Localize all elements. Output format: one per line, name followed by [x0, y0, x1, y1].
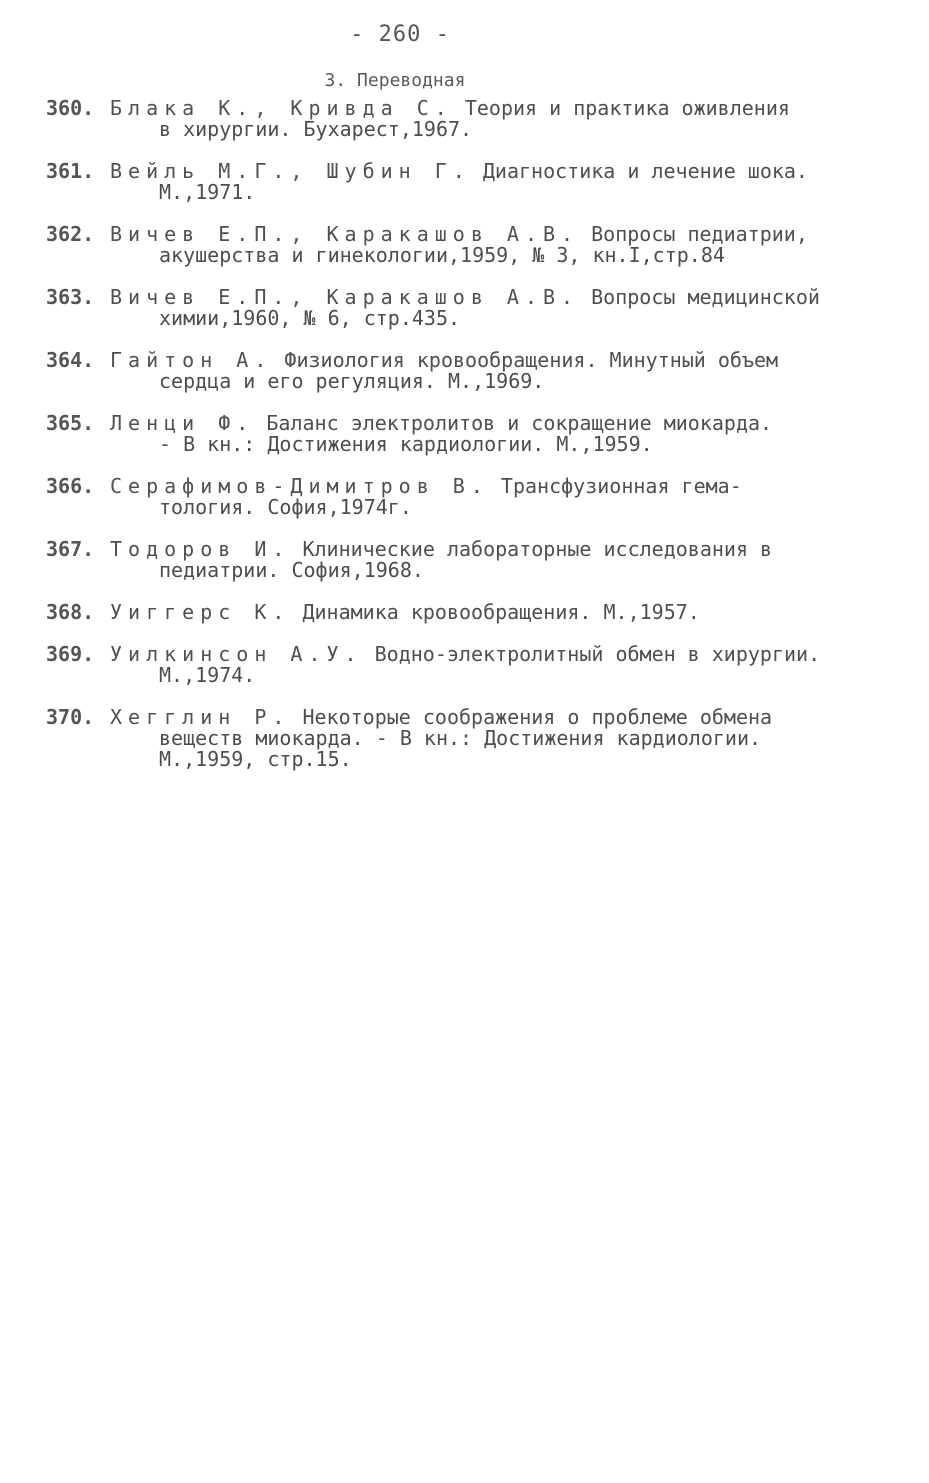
- bibliography-entry: [46, 539, 896, 581]
- entry-continuation: веществ миокарда. - В кн.: Достижения кардиологии.: [159, 726, 762, 750]
- entry-number: 366.: [46, 474, 95, 498]
- bibliography-entry: [46, 224, 896, 266]
- entry-number: 369.: [46, 642, 95, 666]
- entry-title: Вопросы педиатрии,: [579, 222, 808, 246]
- entry-author: Вичев Е.П., Каракашов А.В.: [110, 222, 580, 246]
- entry-title: Баланс электролитов и сокращение миокарда.: [254, 411, 773, 435]
- entry-continuation: М.,1959, стр.15.: [159, 747, 352, 771]
- entry-number: 367.: [46, 537, 95, 561]
- entry-number: 368.: [46, 600, 95, 624]
- entry-continuation: сердца и его регуляция. М.,1969.: [159, 369, 545, 393]
- entry-continuation: педиатрии. София,1968.: [159, 558, 424, 582]
- entry-number: 364.: [46, 348, 95, 372]
- entry-title: Некоторые соображения о проблеме обмена: [290, 705, 773, 729]
- entry-number: 363.: [46, 285, 95, 309]
- bibliography-entry: [46, 350, 896, 392]
- entry-continuation: акушерства и гинекологии,1959, № 3, кн.I,стр.84: [159, 243, 725, 267]
- entry-title: Диагностика и лечение шока.: [470, 159, 808, 183]
- entry-number: 361.: [46, 159, 95, 183]
- entry-author: Уиггерс К.: [110, 600, 291, 624]
- entry-title: Водно-электролитный обмен в хирургии.: [362, 642, 821, 666]
- entry-title: Теория и практика оживления: [452, 96, 790, 120]
- entry-continuation: М.,1974.: [159, 663, 256, 687]
- entry-title: Клинические лабораторные исследования в: [290, 537, 773, 561]
- bibliography-list: [46, 98, 896, 791]
- entry-author: Гайтон А.: [110, 348, 273, 372]
- entry-author: Хегглин Р.: [110, 705, 291, 729]
- entry-author: Уилкинсон А.У.: [110, 642, 363, 666]
- entry-continuation: в хирургии. Бухарест,1967.: [159, 117, 473, 141]
- entry-number: 362.: [46, 222, 95, 246]
- entry-title: Физиология кровообращения. Минутный объем: [272, 348, 779, 372]
- entry-number: 360.: [46, 96, 95, 120]
- bibliography-entry: [46, 98, 896, 140]
- entry-author: Серафимов-Димитров В.: [110, 474, 489, 498]
- entry-title: Вопросы медицинской: [579, 285, 820, 309]
- entry-title: Динамика кровообращения. М.,1957.: [290, 600, 700, 624]
- bibliography-entry: [46, 161, 896, 203]
- bibliography-entry: [46, 287, 896, 329]
- bibliography-entry: [46, 476, 896, 518]
- bibliography-entry: [46, 413, 896, 455]
- entry-number: 365.: [46, 411, 95, 435]
- entry-author: Блака К., Кривда С.: [110, 96, 453, 120]
- bibliography-entry: [46, 707, 896, 770]
- entry-continuation: химии,1960, № 6, стр.435.: [159, 306, 461, 330]
- entry-number: 370.: [46, 705, 95, 729]
- entry-title: Трансфузионная гема-: [488, 474, 742, 498]
- page-number: - 260 -: [350, 22, 450, 47]
- bibliography-entry: [46, 602, 896, 623]
- section-title: 3. Переводная: [324, 70, 466, 91]
- entry-continuation: - В кн.: Достижения кардиологии. М.,1959.: [159, 432, 653, 456]
- entry-author: Вичев Е.П., Каракашов А.В.: [110, 285, 580, 309]
- entry-author: Вейль М.Г., Шубин Г.: [110, 159, 471, 183]
- entry-author: Тодоров И.: [110, 537, 291, 561]
- entry-continuation: М.,1971.: [159, 180, 256, 204]
- bibliography-entry: [46, 644, 896, 686]
- entry-author: Ленци Ф.: [110, 411, 255, 435]
- entry-continuation: тология. София,1974г.: [159, 495, 412, 519]
